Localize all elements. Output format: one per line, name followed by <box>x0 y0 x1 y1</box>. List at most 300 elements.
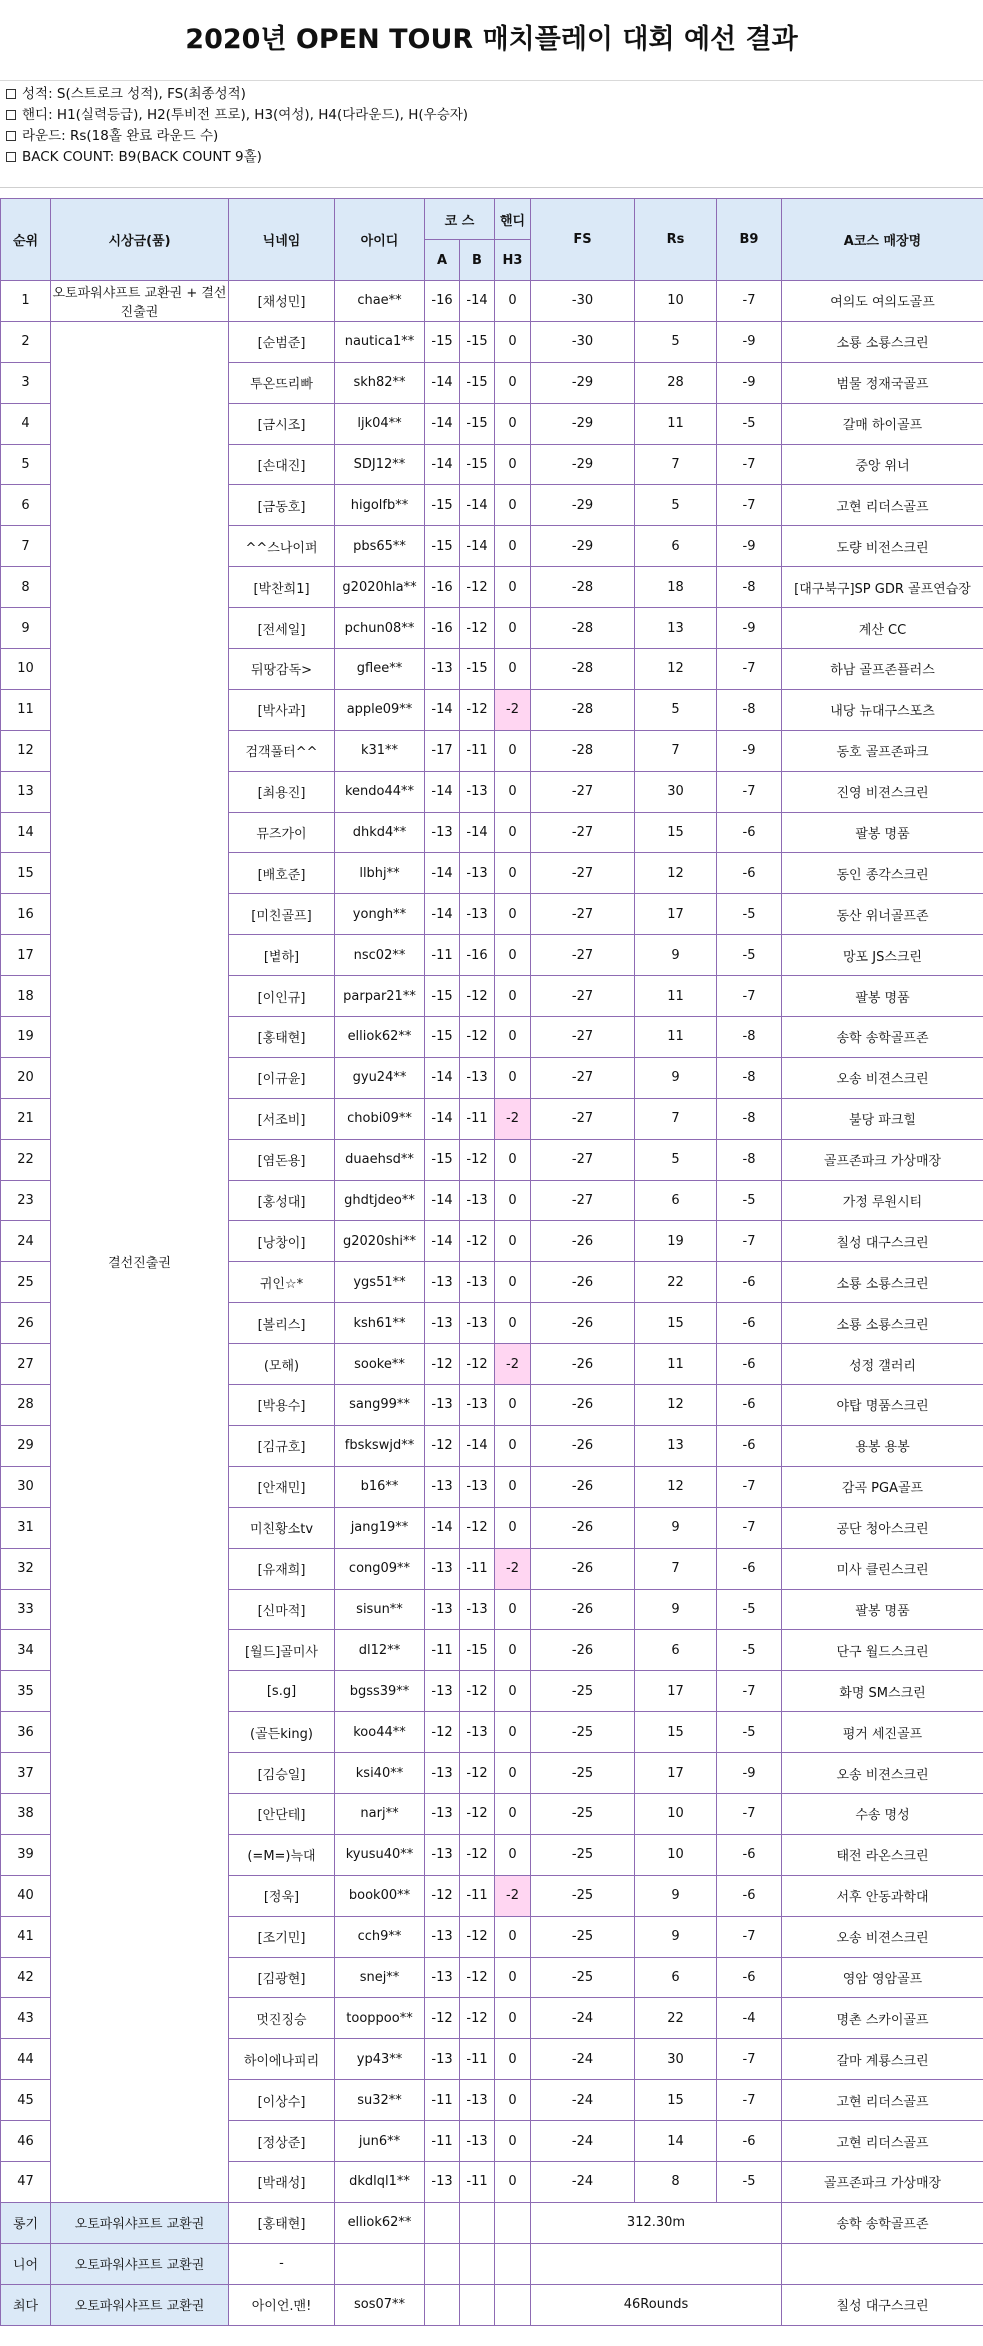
award-value-cell: 312.30m <box>531 2202 782 2243</box>
rank-cell: 2 <box>1 321 51 362</box>
fs-cell: -25 <box>531 1712 635 1753</box>
handi-h3-cell: -2 <box>495 1344 531 1385</box>
handi-h3-cell: 0 <box>495 1753 531 1794</box>
course-a-cell: -13 <box>425 1671 460 1712</box>
b9-cell: -8 <box>717 567 782 608</box>
fs-cell: -29 <box>531 403 635 444</box>
handi-h3-cell: 0 <box>495 1712 531 1753</box>
rank-cell: 25 <box>1 1262 51 1303</box>
checkbox-icon <box>6 152 16 162</box>
nickname-cell: [금동호] <box>229 485 335 526</box>
legend-text: 라운드: Rs(18홀 완료 라운드 수) <box>22 128 219 144</box>
rs-cell: 17 <box>635 1753 717 1794</box>
handi-h3-cell: 0 <box>495 567 531 608</box>
b9-cell: -6 <box>717 1548 782 1589</box>
results-body <box>1 281 983 2326</box>
id-cell: b16** <box>335 1466 425 1507</box>
course-a-cell: -16 <box>425 608 460 649</box>
b9-cell: -6 <box>717 1385 782 1426</box>
course-b-cell: -12 <box>460 1834 495 1875</box>
checkbox-icon <box>6 110 16 120</box>
nickname-cell: [정욱] <box>229 1875 335 1916</box>
rank-cell: 22 <box>1 1139 51 1180</box>
award-id-cell: sos07** <box>335 2284 425 2325</box>
store-cell: 소룡 소룡스크린 <box>782 321 983 362</box>
course-b-cell: -12 <box>460 1017 495 1058</box>
rs-cell: 12 <box>635 1385 717 1426</box>
nickname-cell: [이인규] <box>229 976 335 1017</box>
course-b-cell: -13 <box>460 1262 495 1303</box>
store-cell: 칠성 대구스크린 <box>782 1221 983 1262</box>
course-b-cell: -12 <box>460 1916 495 1957</box>
nickname-cell: [김규호] <box>229 1425 335 1466</box>
fs-cell: -26 <box>531 1589 635 1630</box>
header-fs: FS <box>531 199 635 281</box>
id-cell: skh82** <box>335 362 425 403</box>
rank-cell: 42 <box>1 1957 51 1998</box>
rs-cell: 10 <box>635 1793 717 1834</box>
header-nickname: 닉네임 <box>229 199 335 281</box>
id-cell: book00** <box>335 1875 425 1916</box>
b9-cell: -5 <box>717 1589 782 1630</box>
fs-cell: -26 <box>531 1262 635 1303</box>
course-a-cell: -15 <box>425 1139 460 1180</box>
course-a-cell: -11 <box>425 2121 460 2162</box>
store-cell: 팔봉 명품 <box>782 976 983 1017</box>
award-row <box>1 2284 983 2325</box>
rs-cell: 22 <box>635 1998 717 2039</box>
fs-cell: -29 <box>531 526 635 567</box>
fs-cell: -27 <box>531 894 635 935</box>
id-cell: tooppoo** <box>335 1998 425 2039</box>
results-table <box>0 198 983 2326</box>
store-cell: 갈매 하이골프 <box>782 403 983 444</box>
b9-cell: -7 <box>717 1793 782 1834</box>
award-nickname-cell: - <box>229 2243 335 2284</box>
b9-cell: -6 <box>717 1344 782 1385</box>
award-empty-cell <box>495 2284 531 2325</box>
rank-cell: 6 <box>1 485 51 526</box>
course-a-cell: -15 <box>425 526 460 567</box>
course-b-cell: -14 <box>460 281 495 322</box>
store-cell: 동산 위너골프존 <box>782 894 983 935</box>
b9-cell: -7 <box>717 2039 782 2080</box>
fs-cell: -24 <box>531 1998 635 2039</box>
legend-line <box>6 126 983 147</box>
id-cell: kyusu40** <box>335 1834 425 1875</box>
handi-h3-cell: 0 <box>495 976 531 1017</box>
legend-line <box>6 84 983 105</box>
id-cell: ghdtjdeo** <box>335 1180 425 1221</box>
fs-cell: -26 <box>531 1630 635 1671</box>
store-cell: 갈마 계룡스크린 <box>782 2039 983 2080</box>
course-b-cell: -13 <box>460 1385 495 1426</box>
course-b-cell: -12 <box>460 567 495 608</box>
course-b-cell: -13 <box>460 894 495 935</box>
award-store-cell: 칠성 대구스크린 <box>782 2284 983 2325</box>
store-cell: 공단 청아스크린 <box>782 1507 983 1548</box>
award-empty-cell <box>425 2284 460 2325</box>
store-cell: 중앙 위너 <box>782 444 983 485</box>
course-b-cell: -13 <box>460 1303 495 1344</box>
legend-line <box>6 147 983 168</box>
rank-cell: 45 <box>1 2080 51 2121</box>
handi-h3-cell: -2 <box>495 689 531 730</box>
rank-cell: 32 <box>1 1548 51 1589</box>
handi-h3-cell: 0 <box>495 281 531 322</box>
rs-cell: 10 <box>635 1834 717 1875</box>
handi-h3-cell: -2 <box>495 1548 531 1589</box>
id-cell: cch9** <box>335 1916 425 1957</box>
handi-h3-cell: 0 <box>495 1425 531 1466</box>
store-cell: 성정 갤러리 <box>782 1344 983 1385</box>
id-cell: fbskswjd** <box>335 1425 425 1466</box>
rank-cell: 40 <box>1 1875 51 1916</box>
b9-cell: -6 <box>717 812 782 853</box>
id-cell: dhkd4** <box>335 812 425 853</box>
course-b-cell: -12 <box>460 1344 495 1385</box>
rank-cell: 18 <box>1 976 51 1017</box>
rank-cell: 36 <box>1 1712 51 1753</box>
legend-text: 핸디: H1(실력등급), H2(투비전 프로), H3(여성), H4(다라운드), H(우승자) <box>22 107 469 123</box>
rs-cell: 30 <box>635 771 717 812</box>
award-id-cell <box>335 2243 425 2284</box>
rs-cell: 9 <box>635 1589 717 1630</box>
nickname-cell: [박찬희1] <box>229 567 335 608</box>
handi-h3-cell: 0 <box>495 1957 531 1998</box>
course-a-cell: -15 <box>425 976 460 1017</box>
course-a-cell: -13 <box>425 1466 460 1507</box>
nickname-cell: [월드]골미사 <box>229 1630 335 1671</box>
handi-h3-cell: 0 <box>495 403 531 444</box>
course-b-cell: -13 <box>460 1589 495 1630</box>
store-cell: 미사 클린스크린 <box>782 1548 983 1589</box>
course-a-cell: -16 <box>425 567 460 608</box>
b9-cell: -7 <box>717 281 782 322</box>
award-prize-cell: 오토파워샤프트 교환권 <box>51 2243 229 2284</box>
b9-cell: -7 <box>717 1916 782 1957</box>
rank-cell: 8 <box>1 567 51 608</box>
header-handi-h3: H3 <box>495 240 531 281</box>
b9-cell: -6 <box>717 1425 782 1466</box>
b9-cell: -7 <box>717 1671 782 1712</box>
id-cell: sang99** <box>335 1385 425 1426</box>
rank-cell: 46 <box>1 2121 51 2162</box>
store-cell: 내당 뉴대구스포츠 <box>782 689 983 730</box>
id-cell: koo44** <box>335 1712 425 1753</box>
handi-h3-cell: 0 <box>495 1507 531 1548</box>
b9-cell: -8 <box>717 1098 782 1139</box>
course-b-cell: -12 <box>460 1221 495 1262</box>
rank-cell: 26 <box>1 1303 51 1344</box>
award-nickname-cell: 아이언.맨! <box>229 2284 335 2325</box>
rs-cell: 30 <box>635 2039 717 2080</box>
course-a-cell: -13 <box>425 1753 460 1794</box>
rs-cell: 12 <box>635 853 717 894</box>
id-cell: chobi09** <box>335 1098 425 1139</box>
fs-cell: -27 <box>531 1180 635 1221</box>
nickname-cell: [최용진] <box>229 771 335 812</box>
b9-cell: -7 <box>717 2080 782 2121</box>
rs-cell: 9 <box>635 1875 717 1916</box>
award-store-cell: 송학 송학골프존 <box>782 2202 983 2243</box>
award-empty-cell <box>460 2202 495 2243</box>
id-cell: gflee** <box>335 649 425 690</box>
b9-cell: -9 <box>717 526 782 567</box>
rs-cell: 15 <box>635 1303 717 1344</box>
rank-cell: 33 <box>1 1589 51 1630</box>
fs-cell: -29 <box>531 485 635 526</box>
rs-cell: 6 <box>635 526 717 567</box>
id-cell: jun6** <box>335 2121 425 2162</box>
rs-cell: 13 <box>635 1425 717 1466</box>
award-label-cell: 롱기 <box>1 2202 51 2243</box>
header-handi: 핸디 <box>495 199 531 240</box>
rs-cell: 9 <box>635 1916 717 1957</box>
rank-cell: 7 <box>1 526 51 567</box>
handi-h3-cell: 0 <box>495 485 531 526</box>
prize-cell: 오토파워샤프트 교환권 + 결선진출권 <box>51 281 229 322</box>
rank-cell: 5 <box>1 444 51 485</box>
award-row <box>1 2243 983 2284</box>
nickname-cell: [채성민] <box>229 281 335 322</box>
nickname-cell: [낭창이] <box>229 1221 335 1262</box>
id-cell: kendo44** <box>335 771 425 812</box>
store-cell: 단구 월드스크린 <box>782 1630 983 1671</box>
id-cell: SDJ12** <box>335 444 425 485</box>
nickname-cell: [염돈용] <box>229 1139 335 1180</box>
rs-cell: 5 <box>635 1139 717 1180</box>
store-cell: 야탑 명품스크린 <box>782 1385 983 1426</box>
store-cell: [대구북구]SP GDR 골프연습장 <box>782 567 983 608</box>
id-cell: pbs65** <box>335 526 425 567</box>
course-b-cell: -11 <box>460 1098 495 1139</box>
course-a-cell: -13 <box>425 1548 460 1589</box>
course-a-cell: -13 <box>425 2039 460 2080</box>
id-cell: ygs51** <box>335 1262 425 1303</box>
course-b-cell: -14 <box>460 485 495 526</box>
rs-cell: 10 <box>635 281 717 322</box>
handi-h3-cell: 0 <box>495 730 531 771</box>
course-b-cell: -13 <box>460 771 495 812</box>
handi-h3-cell: 0 <box>495 1671 531 1712</box>
course-b-cell: -14 <box>460 526 495 567</box>
fs-cell: -24 <box>531 2080 635 2121</box>
store-cell: 태전 라온스크린 <box>782 1834 983 1875</box>
id-cell: bgss39** <box>335 1671 425 1712</box>
legend-text: 성적: S(스트로크 성적), FS(최종성적) <box>22 86 246 102</box>
course-b-cell: -16 <box>460 935 495 976</box>
rank-cell: 16 <box>1 894 51 935</box>
nickname-cell: [홍태현] <box>229 1017 335 1058</box>
rs-cell: 5 <box>635 689 717 730</box>
handi-h3-cell: 0 <box>495 812 531 853</box>
rs-cell: 28 <box>635 362 717 403</box>
nickname-cell: ^^스나이퍼 <box>229 526 335 567</box>
nickname-cell: 투온뜨리빠 <box>229 362 335 403</box>
store-cell: 오송 비젼스크린 <box>782 1916 983 1957</box>
rank-cell: 28 <box>1 1385 51 1426</box>
course-a-cell: -14 <box>425 689 460 730</box>
course-a-cell: -14 <box>425 894 460 935</box>
b9-cell: -5 <box>717 403 782 444</box>
id-cell: apple09** <box>335 689 425 730</box>
b9-cell: -8 <box>717 1139 782 1180</box>
handi-h3-cell: 0 <box>495 526 531 567</box>
handi-h3-cell: 0 <box>495 1834 531 1875</box>
handi-h3-cell: 0 <box>495 2121 531 2162</box>
course-a-cell: -14 <box>425 403 460 444</box>
award-empty-cell <box>495 2202 531 2243</box>
fs-cell: -29 <box>531 444 635 485</box>
course-b-cell: -13 <box>460 2080 495 2121</box>
course-b-cell: -13 <box>460 1712 495 1753</box>
rs-cell: 14 <box>635 2121 717 2162</box>
course-a-cell: -13 <box>425 1793 460 1834</box>
course-a-cell: -14 <box>425 1057 460 1098</box>
course-b-cell: -13 <box>460 853 495 894</box>
course-b-cell: -11 <box>460 1548 495 1589</box>
b9-cell: -7 <box>717 1466 782 1507</box>
rs-cell: 9 <box>635 1057 717 1098</box>
course-a-cell: -14 <box>425 1221 460 1262</box>
nickname-cell: [미친골프] <box>229 894 335 935</box>
checkbox-icon <box>6 89 16 99</box>
course-a-cell: -15 <box>425 485 460 526</box>
course-a-cell: -16 <box>425 281 460 322</box>
fs-cell: -25 <box>531 1753 635 1794</box>
course-b-cell: -14 <box>460 812 495 853</box>
course-a-cell: -14 <box>425 1180 460 1221</box>
fs-cell: -28 <box>531 608 635 649</box>
course-b-cell: -11 <box>460 1875 495 1916</box>
fs-cell: -27 <box>531 1017 635 1058</box>
store-cell: 오송 비젼스크린 <box>782 1753 983 1794</box>
course-b-cell: -12 <box>460 608 495 649</box>
nickname-cell: [이상수] <box>229 2080 335 2121</box>
header-store: A코스 매장명 <box>782 199 983 281</box>
course-b-cell: -13 <box>460 2121 495 2162</box>
nickname-cell: [안재민] <box>229 1466 335 1507</box>
fs-cell: -27 <box>531 812 635 853</box>
nickname-cell: [박사과] <box>229 689 335 730</box>
store-cell: 진영 비젼스크린 <box>782 771 983 812</box>
course-a-cell: -13 <box>425 1957 460 1998</box>
rs-cell: 11 <box>635 1017 717 1058</box>
header-rs: Rs <box>635 199 717 281</box>
b9-cell: -7 <box>717 1221 782 1262</box>
handi-h3-cell: 0 <box>495 1630 531 1671</box>
course-a-cell: -17 <box>425 730 460 771</box>
award-row <box>1 2202 983 2243</box>
rank-cell: 41 <box>1 1916 51 1957</box>
handi-h3-cell: 0 <box>495 1139 531 1180</box>
rank-cell: 38 <box>1 1793 51 1834</box>
nickname-cell: [배호준] <box>229 853 335 894</box>
id-cell: llbhj** <box>335 853 425 894</box>
id-cell: yp43** <box>335 2039 425 2080</box>
award-label-cell: 최다 <box>1 2284 51 2325</box>
handi-h3-cell: 0 <box>495 1916 531 1957</box>
course-a-cell: -13 <box>425 1262 460 1303</box>
store-cell: 골프존파크 가상매장 <box>782 2161 983 2202</box>
b9-cell: -7 <box>717 1507 782 1548</box>
b9-cell: -9 <box>717 362 782 403</box>
course-a-cell: -13 <box>425 1834 460 1875</box>
fs-cell: -30 <box>531 281 635 322</box>
course-a-cell: -15 <box>425 321 460 362</box>
rank-cell: 43 <box>1 1998 51 2039</box>
handi-h3-cell: 0 <box>495 1466 531 1507</box>
b9-cell: -5 <box>717 935 782 976</box>
id-cell: gyu24** <box>335 1057 425 1098</box>
nickname-cell: 귀인☆* <box>229 1262 335 1303</box>
course-b-cell: -13 <box>460 1466 495 1507</box>
id-cell: parpar21** <box>335 976 425 1017</box>
b9-cell: -6 <box>717 853 782 894</box>
store-cell: 감곡 PGA골프 <box>782 1466 983 1507</box>
course-b-cell: -11 <box>460 730 495 771</box>
fs-cell: -25 <box>531 1957 635 1998</box>
b9-cell: -9 <box>717 1753 782 1794</box>
nickname-cell: [순범준] <box>229 321 335 362</box>
course-a-cell: -14 <box>425 444 460 485</box>
store-cell: 서후 안동과학대 <box>782 1875 983 1916</box>
course-b-cell: -15 <box>460 649 495 690</box>
nickname-cell: [볕하] <box>229 935 335 976</box>
b9-cell: -5 <box>717 2161 782 2202</box>
handi-h3-cell: 0 <box>495 1385 531 1426</box>
nickname-cell: [안단테] <box>229 1793 335 1834</box>
fs-cell: -27 <box>531 771 635 812</box>
store-cell: 고현 리더스골프 <box>782 2121 983 2162</box>
header-prize: 시상금(품) <box>51 199 229 281</box>
course-b-cell: -12 <box>460 1139 495 1180</box>
course-a-cell: -14 <box>425 1098 460 1139</box>
store-cell: 명촌 스카이골프 <box>782 1998 983 2039</box>
b9-cell: -9 <box>717 321 782 362</box>
award-empty-cell <box>495 2243 531 2284</box>
rs-cell: 7 <box>635 444 717 485</box>
store-cell: 평거 세진골프 <box>782 1712 983 1753</box>
award-prize-cell: 오토파워샤프트 교환권 <box>51 2202 229 2243</box>
fs-cell: -25 <box>531 1793 635 1834</box>
table-row <box>1 281 983 322</box>
id-cell: k31** <box>335 730 425 771</box>
b9-cell: -9 <box>717 730 782 771</box>
fs-cell: -27 <box>531 1057 635 1098</box>
store-cell: 고현 리더스골프 <box>782 485 983 526</box>
rank-cell: 23 <box>1 1180 51 1221</box>
course-a-cell: -12 <box>425 1998 460 2039</box>
handi-h3-cell: 0 <box>495 649 531 690</box>
handi-h3-cell: 0 <box>495 608 531 649</box>
nickname-cell: [홍성대] <box>229 1180 335 1221</box>
id-cell: dl12** <box>335 1630 425 1671</box>
store-cell: 용봉 용봉 <box>782 1425 983 1466</box>
rank-cell: 15 <box>1 853 51 894</box>
rank-cell: 39 <box>1 1834 51 1875</box>
fs-cell: -26 <box>531 1548 635 1589</box>
nickname-cell: 미친황소tv <box>229 1507 335 1548</box>
b9-cell: -8 <box>717 689 782 730</box>
nickname-cell: [신마적] <box>229 1589 335 1630</box>
fs-cell: -30 <box>531 321 635 362</box>
id-cell: sisun** <box>335 1589 425 1630</box>
course-a-cell: -13 <box>425 2161 460 2202</box>
handi-h3-cell: 0 <box>495 894 531 935</box>
fs-cell: -24 <box>531 2121 635 2162</box>
